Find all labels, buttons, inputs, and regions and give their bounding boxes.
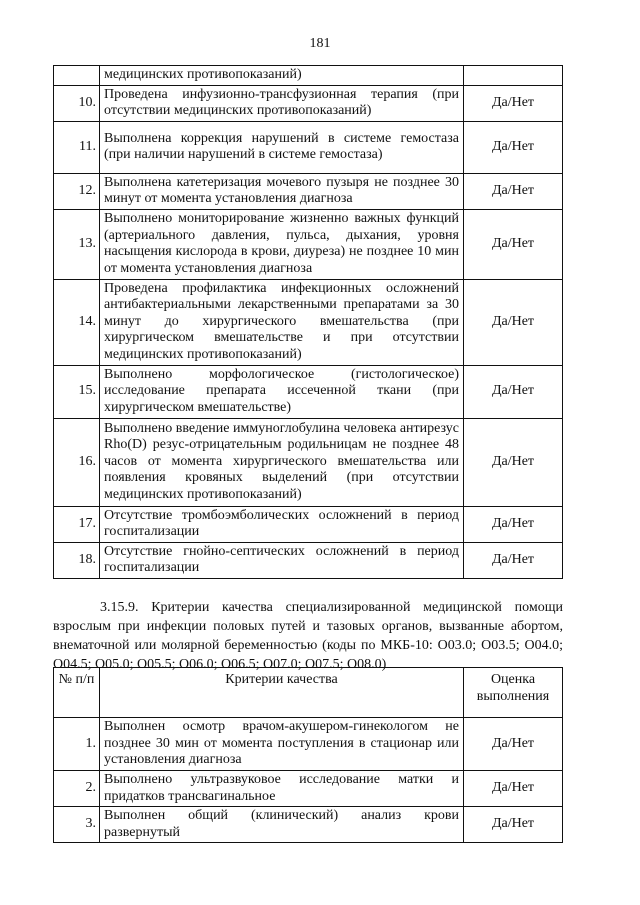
row-number: 15. [54, 365, 100, 418]
row-criterion: Выполнен общий (клинический) анализ крови развернутый [100, 807, 464, 843]
table-row [54, 209, 563, 279]
column-header-criteria: Критерии качества [100, 668, 464, 718]
criteria-table [53, 667, 563, 843]
row-criterion: Отсутствие гнойно-септических осложнений в период госпитализации [100, 542, 464, 578]
row-evaluation: Да/Нет [464, 121, 563, 173]
row-number: 10. [54, 85, 100, 121]
row-criterion: Выполнен осмотр врачом-акушером-гинекологом не позднее 30 мин от момента поступления в стационар или установления диагноза [100, 718, 464, 771]
table-row [54, 365, 563, 418]
row-evaluation: Да/Нет [464, 173, 563, 209]
row-criterion: Выполнено мониторирование жизненно важных функций (артериального давления, пульса, дыхания, уровня насыщения кислорода в крови, диуреза) не позднее 10 мин от момента установления диагноза [100, 209, 464, 279]
row-number: 1. [54, 718, 100, 771]
row-criterion: Выполнено морфологическое (гистологическое) исследование препарата иссеченной ткани (при хирургическом вмешательстве) [100, 365, 464, 418]
row-evaluation: Да/Нет [464, 85, 563, 121]
row-number: 18. [54, 542, 100, 578]
column-header-evaluation: Оценка выполнения [464, 668, 563, 718]
row-number: 16. [54, 418, 100, 506]
table-row [54, 506, 563, 542]
table-row [54, 418, 563, 506]
row-number: 11. [54, 121, 100, 173]
row-number: 3. [54, 807, 100, 843]
row-number: 12. [54, 173, 100, 209]
row-evaluation: Да/Нет [464, 771, 563, 807]
row-number: 13. [54, 209, 100, 279]
column-header-number: № п/п [54, 668, 100, 718]
page-number: 181 [309, 36, 331, 51]
table-row [54, 279, 563, 365]
criteria-table-continued [53, 65, 563, 579]
row-criterion: Отсутствие тромбоэмболических осложнений в период госпитализации [100, 506, 464, 542]
row-evaluation: Да/Нет [464, 418, 563, 506]
row-number: 2. [54, 771, 100, 807]
row-number: 17. [54, 506, 100, 542]
table-row [54, 771, 563, 807]
row-number: 14. [54, 279, 100, 365]
table-row [54, 542, 563, 578]
row-criterion: медицинских противопоказаний) [100, 66, 464, 86]
table-row [54, 718, 563, 771]
table-row [54, 173, 563, 209]
table-row [54, 807, 563, 843]
row-evaluation: Да/Нет [464, 718, 563, 771]
section-heading-paragraph: 3.15.9. Критерии качества специализированной медицинской помощи взрослым при инфекции половых путей и тазовых органов, вызванные абортом, внематочной или молярной беременностью (коды по МКБ-10: O03.0; O03.5; O04.0; O04.5; O05.0; O05.5; O06.0; O06.5; O07.0; O07.5; O08.0) [53, 600, 563, 672]
row-evaluation: Да/Нет [464, 209, 563, 279]
table-header-row [54, 668, 563, 718]
row-criterion: Проведена профилактика инфекционных осложнений антибактериальными лекарственными препаратами за 30 минут до хирургического вмешательства (при хирургическом вмешательстве и при отсутствии медицинских противопоказаний) [100, 279, 464, 365]
row-number [54, 66, 100, 86]
row-criterion: Выполнена коррекция нарушений в системе гемостаза (при наличии нарушений в системе гемостаза) [100, 121, 464, 173]
row-evaluation: Да/Нет [464, 365, 563, 418]
row-criterion: Выполнена катетеризация мочевого пузыря не позднее 30 минут от момента установления диагноза [100, 173, 464, 209]
table-row [54, 121, 563, 173]
row-evaluation [464, 66, 563, 86]
row-evaluation: Да/Нет [464, 542, 563, 578]
row-criterion: Выполнено ультразвуковое исследование матки и придатков трансвагинальное [100, 771, 464, 807]
row-evaluation: Да/Нет [464, 807, 563, 843]
row-criterion: Проведена инфузионно-трансфузионная терапия (при отсутствии медицинских противопоказаний) [100, 85, 464, 121]
table-row [54, 66, 563, 86]
row-evaluation: Да/Нет [464, 279, 563, 365]
row-criterion: Выполнено введение иммуноглобулина человека антирезус Rho(D) резус-отрицательным родильницам не позднее 48 часов от момента хирургического вмешательства или появления кровяных выделений (при отсутствии медицинских противопоказаний) [100, 418, 464, 506]
row-evaluation: Да/Нет [464, 506, 563, 542]
table-row [54, 85, 563, 121]
